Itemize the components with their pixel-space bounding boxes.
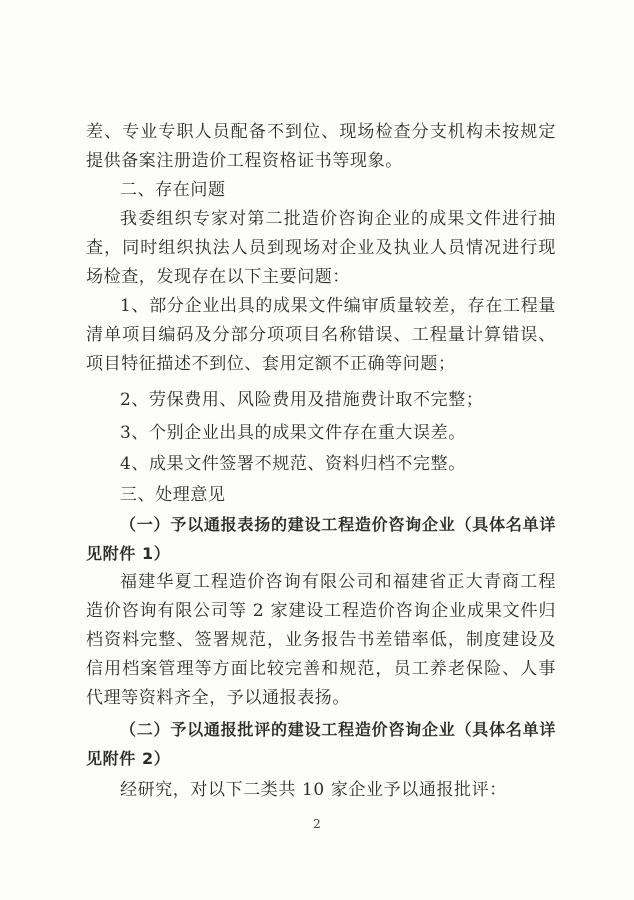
section-heading-handling: 三、处理意见: [120, 485, 226, 505]
paragraph-praise: 福建华夏工程造价咨询有限公司和福建省正大青商工程造价咨询有限公司等 2 家建设工程造价咨询企业成果文件归档资料完整、签署规范，业务报告书差错率低，制度建设及信用档案管理等方面比较完善和规范，员工养老保险、人事代理等资料齐全，予以通报表扬。: [86, 572, 556, 708]
problem-item-1: 1、部分企业出具的成果文件编审质量较差，存在工程量清单项目编码及分部分项项目名称错误、工程量计算错误、项目特征描述不到位、套用定额不正确等问题；: [86, 296, 556, 374]
paragraph-problems-intro: 我委组织专家对第二批造价咨询企业的成果文件进行抽查，同时组织执法人员到现场对企业及执业人员情况进行现场检查，发现存在以下主要问题：: [86, 209, 556, 287]
subheading-praise: （一）予以通报表扬的建设工程造价咨询企业（具体名单详见附件 1）: [86, 515, 556, 563]
paragraph-continued: 差、专业专职人员配备不到位、现场检查分支机构未按规定提供备案注册造价工程资格证书等现象。: [86, 122, 556, 171]
subheading-criticism: （二）予以通报批评的建设工程造价咨询企业（具体名单详见附件 2）: [86, 720, 556, 768]
problem-item-3: 3、个别企业出具的成果文件存在重大误差。: [120, 423, 466, 443]
problem-item-2: 2、劳保费用、风险费用及措施费计取不完整；: [120, 390, 484, 410]
section-heading-problems: 二、存在问题: [120, 180, 226, 200]
problem-item-4: 4、成果文件签署不规范、资料归档不完整。: [120, 454, 466, 474]
paragraph-criticism: 经研究，对以下二类共 10 家企业予以通报批评：: [120, 780, 507, 800]
page-number: 2: [313, 817, 321, 831]
